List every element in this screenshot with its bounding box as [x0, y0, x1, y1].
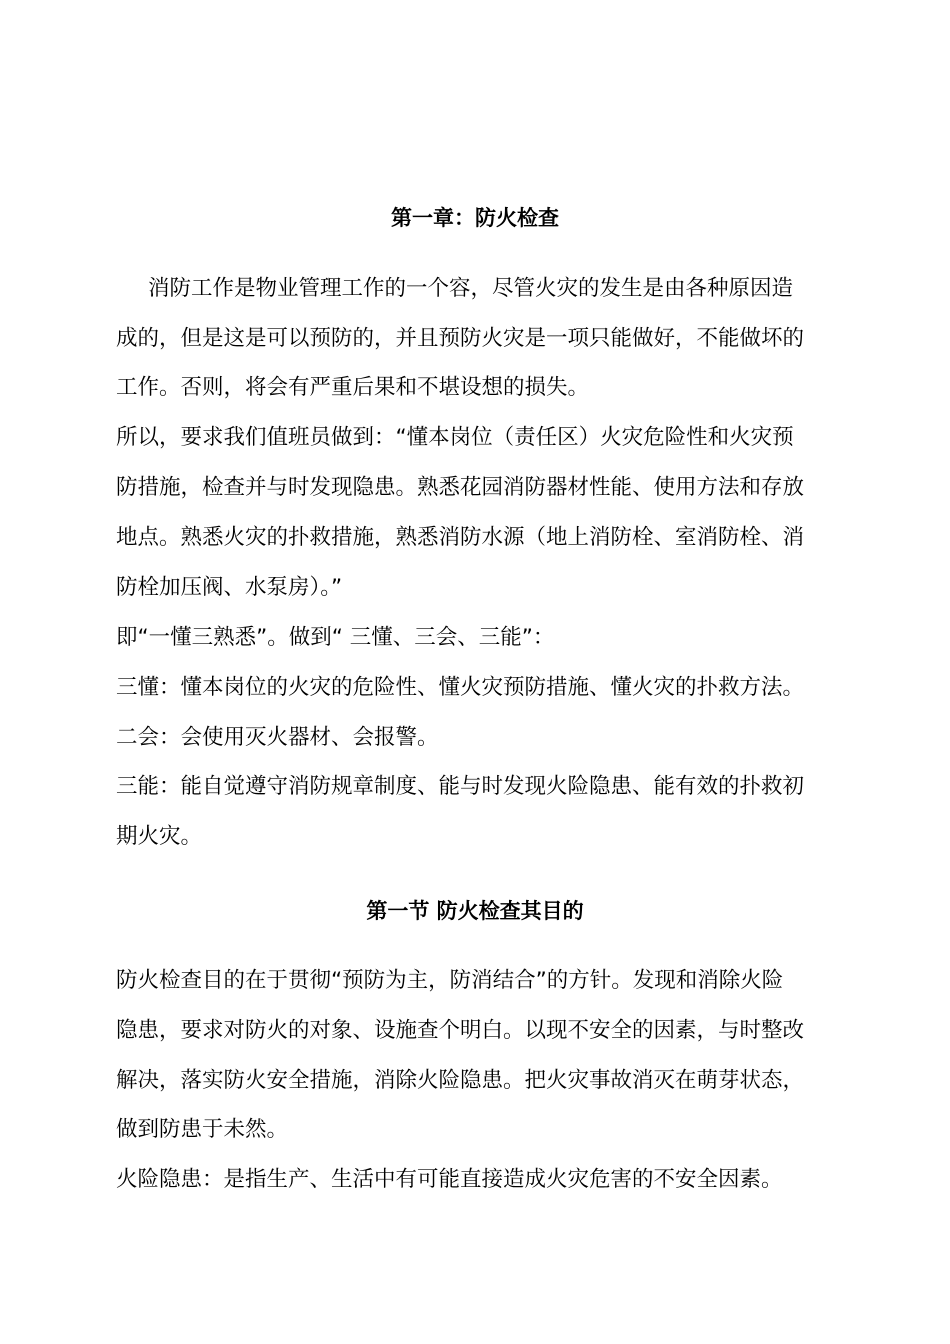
list-item-er-hui: 二会：会使用灭火器材、会报警。 [116, 725, 439, 750]
paragraph-line: 做到防患于未然。 [116, 1117, 289, 1142]
paragraph-line: 地点。熟悉火灾的扑救措施，熟悉消防水源（地上消防栓、室消防栓、消 [116, 525, 805, 550]
paragraph-line: 防措施，检查并与时发现隐患。熟悉花园消防器材性能、使用方法和存放 [116, 475, 805, 500]
paragraph-line: 防栓加压阀、水泵房）。” [116, 575, 343, 600]
paragraph-line: 消防工作是物业管理工作的一个容，尽管火灾的发生是由各种原因造 [148, 276, 794, 301]
chapter-title: 第一章：防火检查 [391, 206, 559, 230]
paragraph-line: 工作。否则，将会有严重后果和不堪设想的损失。 [116, 375, 590, 400]
paragraph-line: 隐患，要求对防火的对象、设施查个明白。以现不安全的因素，与时整改 [116, 1018, 805, 1043]
list-item-san-neng: 三能：能自觉遵守消防规章制度、能与时发现火险隐患、能有效的扑救初 [116, 774, 805, 799]
section-title: 第一节 防火检查其目的 [366, 899, 584, 923]
paragraph-line: 期火灾。 [116, 824, 203, 849]
list-item-san-dong: 三懂：懂本岗位的火灾的危险性、懂火灾预防措施、懂火灾的扑救方法。 [116, 675, 805, 700]
paragraph-line: 防火检查目的在于贯彻“预防为主，防消结合”的方针。发现和消除火险 [116, 968, 784, 993]
paragraph-line: 成的，但是这是可以预防的，并且预防火灾是一项只能做好，不能做坏的 [116, 326, 805, 351]
paragraph-line: 所以，要求我们值班员做到：“懂本岗位（责任区）火灾危险性和火灾预 [116, 425, 794, 450]
paragraph-line: 即“一懂三熟悉”。做到“ 三懂、三会、三能”： [116, 625, 555, 650]
paragraph-line: 解决，落实防火安全措施，消除火险隐患。把火灾事故消灭在萌芽状态， [116, 1068, 805, 1093]
definition-line: 火险隐患：是指生产、生活中有可能直接造成火灾危害的不安全因素。 [116, 1167, 783, 1192]
